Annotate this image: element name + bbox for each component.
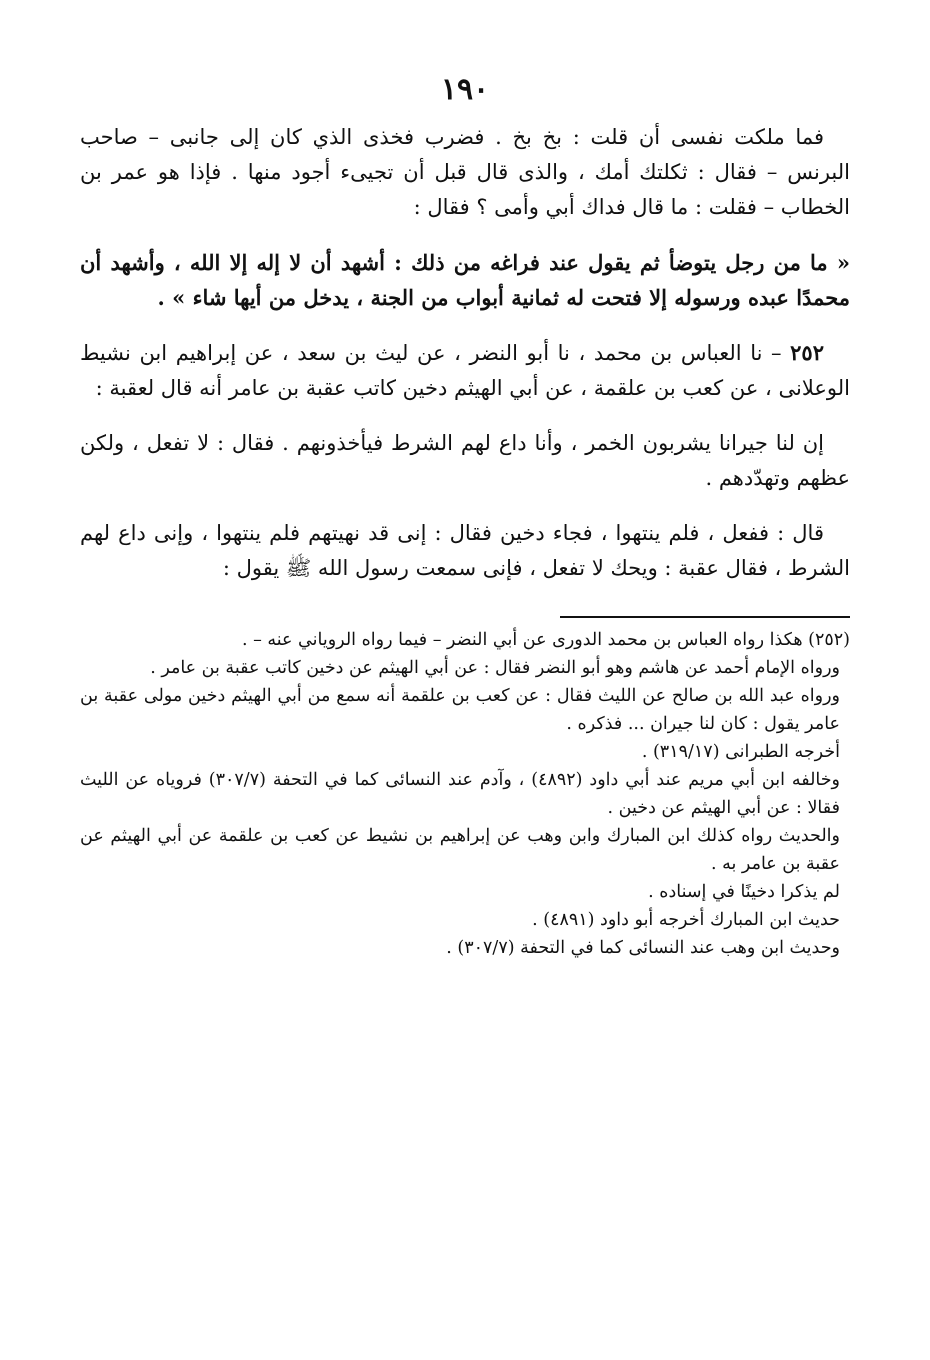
hadith-number: ٢٥٢: [790, 340, 824, 365]
page: [80, 70, 850, 1340]
footnote-line: ورواه الإمام أحمد عن هاشم وهو أبو النضر فقال : عن أبي الهيثم عن دخين كاتب عقبة بن عامر .: [150, 658, 840, 678]
paragraph-5: قال : ففعل ، فلم ينتهوا ، فجاء دخين فقال : إنى قد نهيتهم فلم ينتهوا ، وإنى داع لهم الشرط ، فقال عقبة : ويحك لا تفعل ، فإنى سمعت رسول الله ﷺ يقول :: [80, 521, 850, 580]
paragraph-hadith-252: [80, 335, 850, 406]
paragraph-3-text: – نا العباس بن محمد ، نا أبو النضر ، عن ليث بن سعد ، عن إبراهيم ابن نشيط الوعلانى ، عن كعب بن علقمة ، عن أبي الهيثم دخين كاتب عقبة بن عامر أنه قال لعقبة :: [80, 341, 850, 400]
hadith-quote: « ما من رجل يتوضأ ثم يقول عند فراغه من ذلك : أشهد أن لا إله إلا الله ، وأشهد أن محمدًا عبده ورسوله إلا فتحت له ثمانية أبواب من الجنة ، يدخل من أيها شاء » .: [80, 250, 850, 310]
footnote-divider: [560, 616, 850, 618]
footnote-line: لم يذكرا دخينًا في إسناده .: [648, 882, 840, 902]
paragraph-4: إن لنا جيرانا يشربون الخمر ، وأنا داع لهم الشرط فيأخذونهم . فقال : لا تفعل ، ولكن عظهم وتهدّدهم .: [80, 431, 850, 490]
footnote-line: (٢٥٢) هكذا رواه العباس بن محمد الدورى عن أبي النضر – فيما رواه الروياني عنه – .: [241, 630, 850, 650]
footnote-line: وحديث ابن وهب عند النسائى كما في التحفة (٣٠٧/٧) .: [446, 938, 840, 958]
footnote-line: والحديث رواه كذلك ابن المبارك وابن وهب عن إبراهيم بن نشيط عن كعب بن علقمة عن أبي الهيثم عن عقبة بن عامر به .: [80, 826, 840, 874]
footnote-line: ورواه عبد الله بن صالح عن الليث فقال : عن كعب بن علقمة أنه سمع من أبي الهيثم دخين مولى عقبة بن عامر يقول : كان لنا جيران ... فذكره .: [80, 686, 840, 734]
paragraph-1: فما ملكت نفسى أن قلت : بخ بخ . فضرب فخذى الذي كان إلى جانبى – صاحب البرنس – فقال : ثكلتك أمك ، والذى قال قبل أن تجيىء أجود منها . فإذا هو عمر بن الخطاب – فقلت : ما قال فداك أبي وأمى ؟ فقال :: [80, 125, 850, 219]
page-number: ١٩٠: [440, 72, 490, 107]
footnote-line: وخالفه ابن أبي مريم عند أبي داود (٤٨٩٢) ، وآدم عند النسائى كما في التحفة (٣٠٧/٧) فروياه عن الليث فقالا : عن أبي الهيثم عن دخين .: [80, 770, 841, 818]
footnotes: [80, 626, 850, 962]
footnote-line: حديث ابن المبارك أخرجه أبو داود (٤٨٩١) .: [532, 910, 840, 930]
footnote-line: أخرجه الطبرانى (٣١٩/١٧) .: [641, 742, 840, 762]
